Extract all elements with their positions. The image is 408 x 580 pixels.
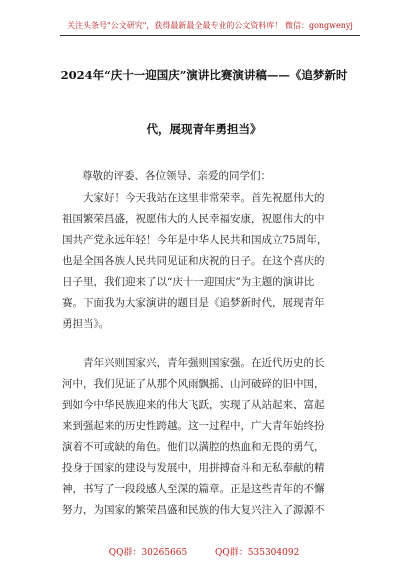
header-banner	[60, 20, 360, 36]
paragraph-line: 演着不可或缺的角色。他们以满腔的热血和无畏的勇气，	[62, 441, 325, 453]
paragraph-line: 祖国繁荣昌盛，祝愿伟大的人民幸福安康，祝愿伟大的中	[62, 213, 325, 225]
paragraph-line: 国共产党永远年轻！今年是中华人民共和国成立75周年，	[62, 234, 328, 246]
greeting: 尊敬的评委、各位领导、亲爱的同学们：	[82, 170, 271, 182]
footer-qq-group-2: QQ群：535304092	[215, 548, 300, 558]
paragraph-line: 努力，为国家的繁荣昌盛和民族的伟大复兴注入了源源不	[62, 504, 325, 516]
page-footer	[0, 545, 408, 558]
paragraph-line: 神，书写了一段段感人至深的篇章。正是这些青年的不懈	[62, 483, 325, 495]
paragraph-line: 也是全国各族人民共同见证和庆祝的日子。在这个喜庆的	[62, 255, 325, 267]
paragraph-line: 来到强起来的历史性跨越。这一过程中，广大青年始终扮	[62, 420, 325, 432]
paragraph-line: 河中，我们见证了从那个风雨飘摇、山河破碎的旧中国，	[62, 378, 325, 390]
paragraph-1	[62, 189, 354, 333]
document-title-line-2: 代，展现青年勇担当》	[146, 122, 262, 136]
paragraph-line: 大家好！今天我站在这里非常荣幸。首先祝愿伟大的	[83, 192, 325, 204]
paragraph-line: 日子里，我们迎来了以“庆十一迎国庆”为主题的演讲比	[62, 276, 315, 288]
paragraph-2	[62, 354, 354, 519]
paragraph-line: 到如今中华民族迎来的伟大飞跃，实现了从站起来、富起	[62, 399, 325, 411]
paragraph-line: 投身于国家的建设与发展中，用拼搏奋斗和无私奉献的精	[62, 462, 325, 474]
paragraph-line: 青年兴则国家兴，青年强则国家强。在近代历史的长	[83, 357, 325, 369]
document-title-line-1: 2024年“庆十一迎国庆”演讲比赛演讲稿——《追梦新时	[60, 68, 348, 82]
header-text: 关注头条号"公文研究"，获得最新最全最专业的公文资料库！ 微信：gongwenyj	[67, 21, 353, 30]
paragraph-line: 勇担当》。	[62, 318, 110, 330]
footer-qq-group-1: QQ群：30265665	[108, 548, 188, 558]
paragraph-line: 赛。下面我为大家演讲的题目是《追梦新时代，展现青年	[62, 297, 325, 309]
